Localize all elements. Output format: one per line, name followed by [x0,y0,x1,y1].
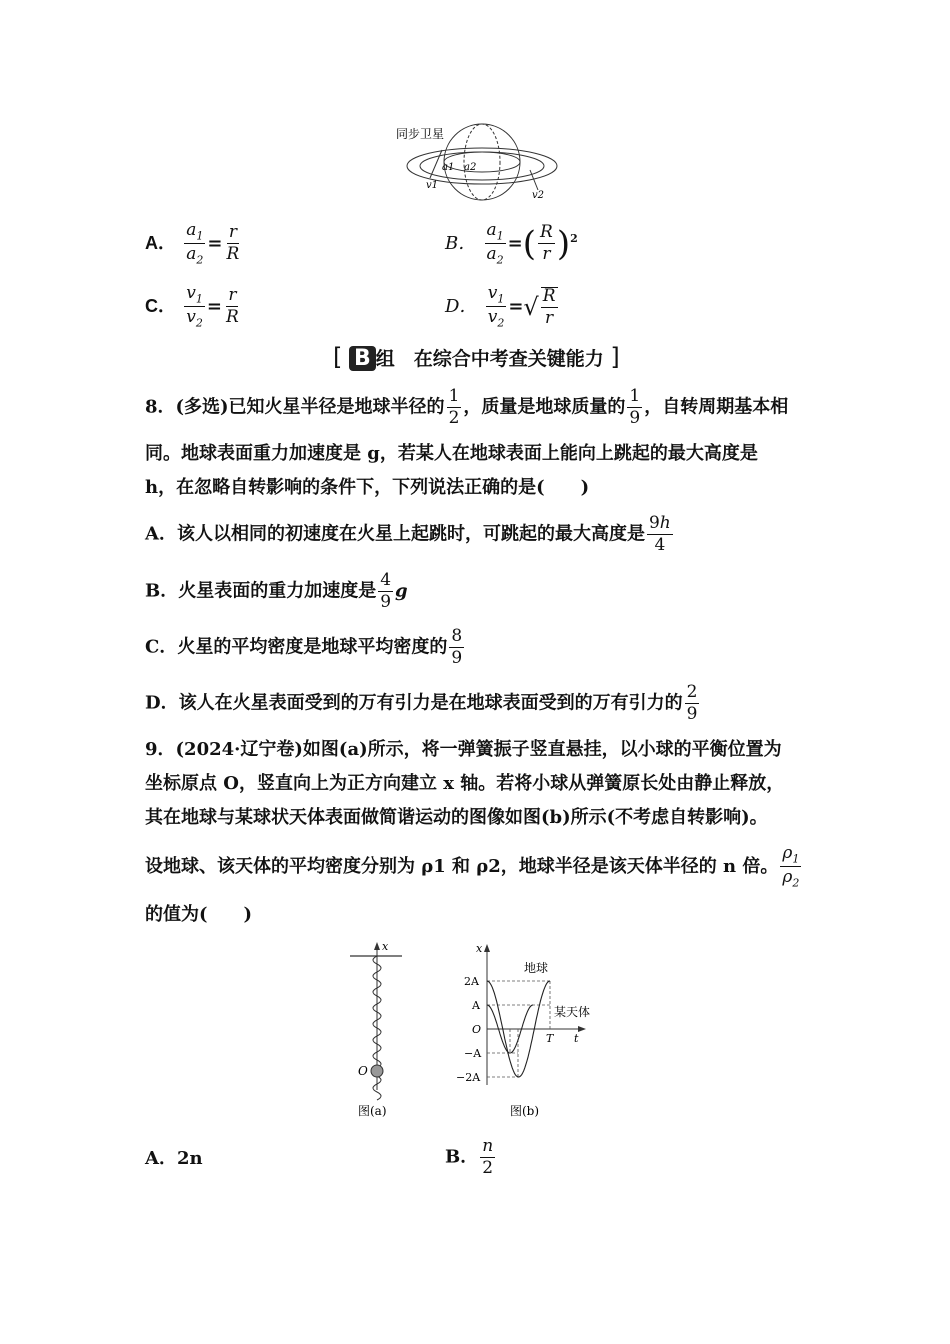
q9-line2: 坐标原点 O，竖直向上为正方向建立 x 轴。若将小球从弹簧原长处由静止释放， [145,773,785,794]
fig-a-axis-label: x [382,940,389,953]
q7-option-d[interactable]: D． $\frac{v_1}{v_2}$ =√ $\frac{R}{r}$ [445,283,556,330]
figure-a-spring [350,940,410,1125]
q8-option-c[interactable]: C．火星的平均密度是地球平均密度的 $\frac{8}{9}$ [145,626,463,668]
label-v2: v2 [532,190,545,201]
fig-b-label-2A: 2A [464,975,479,988]
fig-a-caption: 图(a) [358,1104,387,1118]
q9-line1: 9．(2024·辽宁卷)如图(a)所示，将一弹簧振子竖直悬挂，以小球的平衡位置为 [145,739,782,760]
label-a1: a1 [442,162,455,173]
q8-line1: 8．(多选)已知火星半径是地球半径的 $\frac{1}{2}$ ，质量是地球质量的 $\frac{1}{9}$ ，自转周期基本相 [145,386,789,428]
section-heading: [ B 组 在综合中考查关键能力 ] [333,343,620,371]
q7-option-a[interactable]: A． $\frac{a_1}{a_2}$ = $\frac{r}{R}$ [145,220,240,267]
label-a2: a2 [464,162,477,173]
satellite-figure [390,118,570,204]
q9-line4: 设地球、该天体的平均密度分别为 ρ1 和 ρ2，地球半径是该天体半径的 n 倍。 $\frac{\rho_1}{\rho_2}$ [145,843,800,890]
q9-option-a[interactable]: A．2n [145,1148,203,1169]
q9-line5: 的值为( ) [145,904,253,925]
fig-b-axis-x: x [476,942,483,955]
fig-b-label-negA: −A [464,1047,482,1060]
label-v1: v1 [426,180,439,191]
q8-option-d[interactable]: D．该人在火星表面受到的万有引力是在地球表面受到的万有引力的 $\frac{2}{9}$ [145,682,698,724]
fig-a-origin-label: O [358,1064,368,1078]
label-sync-satellite: 同步卫星 [396,127,445,141]
fig-b-label-A: A [472,999,480,1012]
fig-b-label-earth: 地球 [524,961,549,975]
q8-option-a[interactable]: A．该人以相同的初速度在火星上起跳时，可跳起的最大高度是 $\frac{9h}{4}$ [145,513,671,555]
fig-b-axis-t: t [574,1032,579,1045]
fig-b-label-O: O [472,1023,482,1036]
q7-option-b[interactable]: B． $\frac{a_1}{a_2}$ =( $\frac{R}{r}$ )$^2$ [445,220,578,267]
q9-line3: 其在地球与某球状天体表面做简谐运动的图像如图(b)所示(不考虑自转影响)。 [145,807,768,828]
q8-line3: h，在忽略自转影响的条件下，下列说法正确的是( ) [145,477,590,498]
fig-b-caption: 图(b) [510,1104,540,1118]
q8-option-b[interactable]: B．火星表面的重力加速度是 $\frac{4}{9}$ g [145,570,408,612]
section-b-badge: B [349,346,376,371]
fig-b-label-T: T [546,1032,554,1045]
q9-option-b[interactable]: B． $\frac{n}{2}$ [445,1136,494,1178]
figure-b-graph [450,940,610,1125]
fig-b-label-neg2A: −2A [456,1071,481,1084]
q8-line2: 同。地球表面重力加速度是 g，若某人在地球表面上能向上跳起的最大高度是 [145,443,758,464]
q7-option-c[interactable]: C． $\frac{v_1}{v_2}$ = $\frac{r}{R}$ [145,283,239,330]
fig-b-label-body: 某天体 [554,1005,591,1019]
